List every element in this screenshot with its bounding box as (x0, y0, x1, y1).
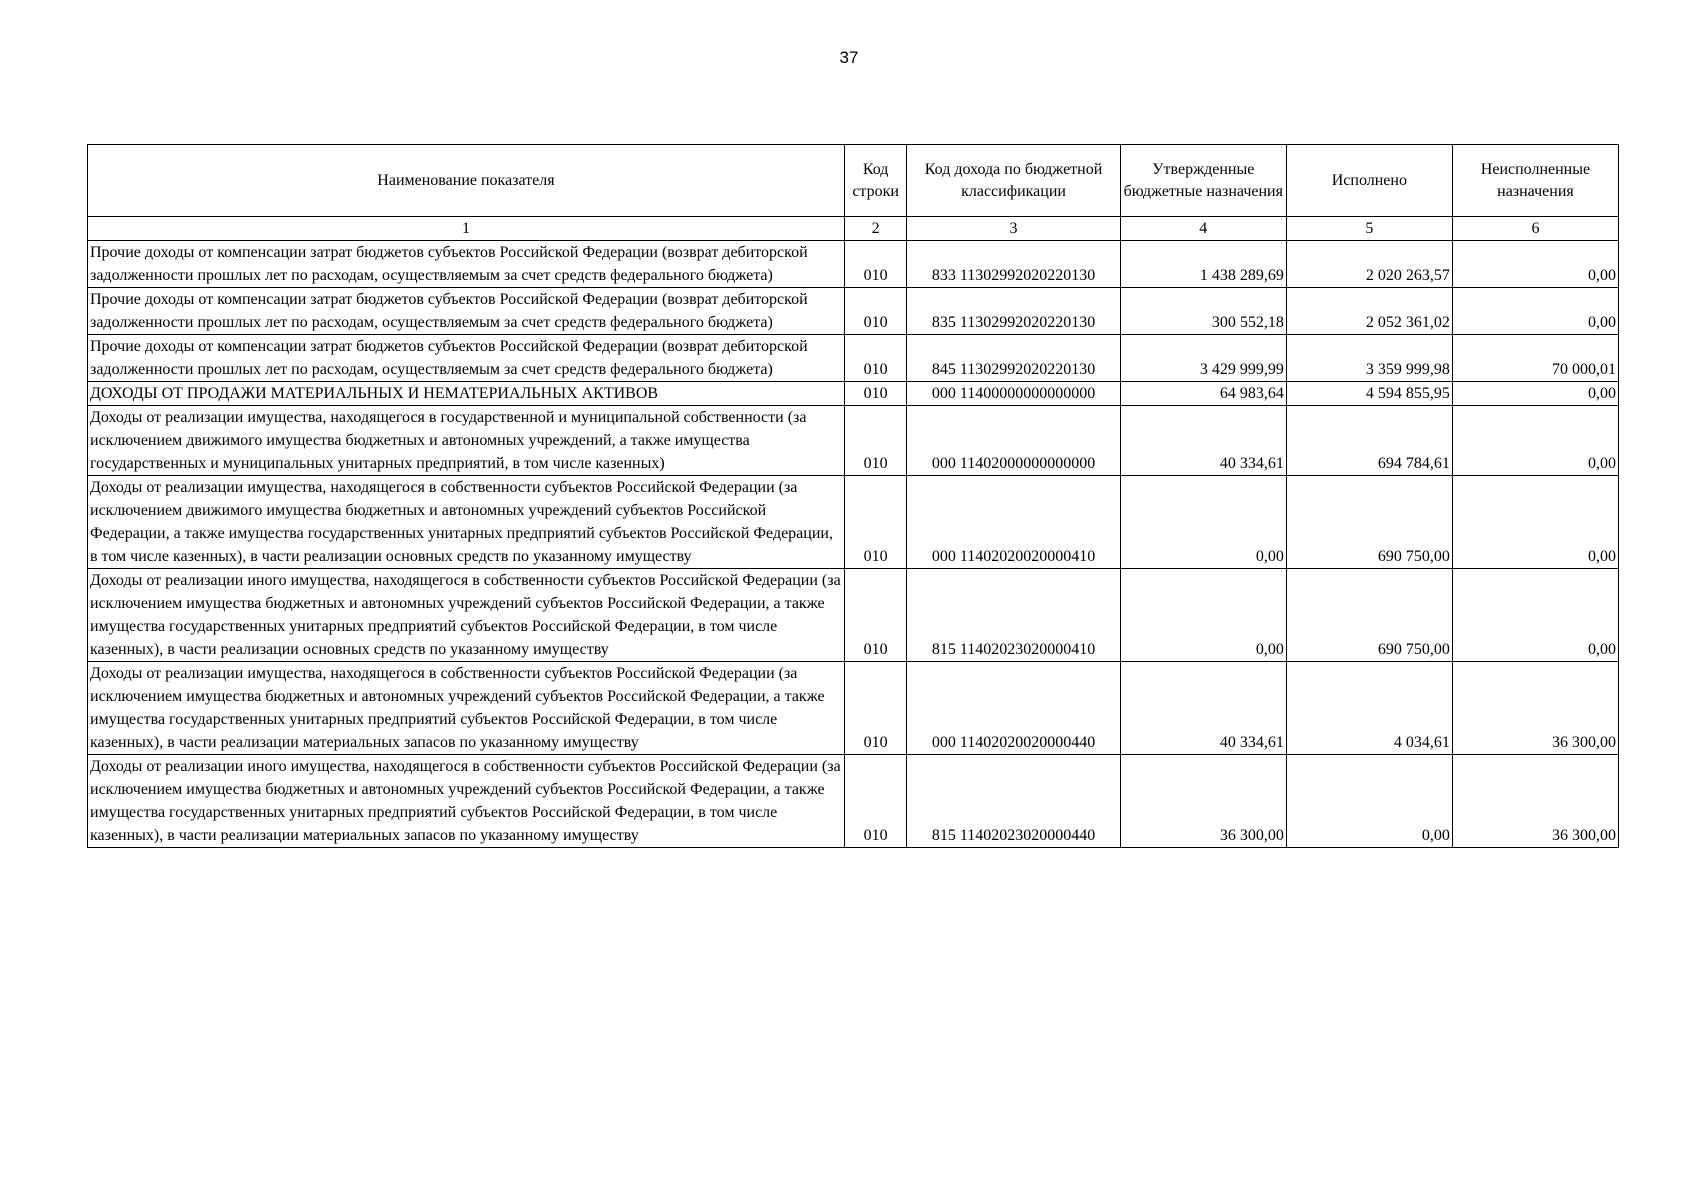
row-approved: 40 334,61 (1120, 662, 1286, 755)
table-row (88, 241, 1619, 288)
row-name: Прочие доходы от компенсации затрат бюджетов субъектов Российской Федерации (возврат дебиторской задолженности прошлых лет по расходам, осуществляемым за счет средств федерального бюджета) (88, 288, 845, 335)
row-executed: 0,00 (1286, 755, 1452, 848)
row-budget-code: 000 11402020020000440 (907, 662, 1120, 755)
row-unexecuted: 0,00 (1452, 476, 1618, 569)
row-line-code: 010 (844, 241, 906, 288)
column-number: 4 (1120, 217, 1286, 241)
column-number: 1 (88, 217, 845, 241)
column-number: 2 (844, 217, 906, 241)
table-row (88, 382, 1619, 406)
row-executed: 2 020 263,57 (1286, 241, 1452, 288)
row-approved: 64 983,64 (1120, 382, 1286, 406)
row-name: Доходы от реализации имущества, находящегося в собственности субъектов Российской Федерации (за исключением имущества бюджетных и автономных учреждений субъектов Российской Федерации, а также имущества государственных унитарных предприятий субъектов Российской Федерации, в том числе казенных), в части реализации материальных запасов по указанному имуществу (88, 662, 845, 755)
table-row (88, 406, 1619, 476)
page-number: 37 (839, 48, 859, 67)
row-executed: 690 750,00 (1286, 476, 1452, 569)
row-name: Доходы от реализации имущества, находящегося в государственной и муниципальной собственности (за исключением движимого имущества бюджетных и автономных учреждений, а также имущества государственных и муниципальных унитарных предприятий, в том числе казенных) (88, 406, 845, 476)
row-approved: 40 334,61 (1120, 406, 1286, 476)
table-row (88, 335, 1619, 382)
row-line-code: 010 (844, 288, 906, 335)
row-line-code: 010 (844, 382, 906, 406)
header-unexecuted: Неисполненные назначения (1452, 145, 1618, 217)
row-approved: 0,00 (1120, 476, 1286, 569)
row-executed: 2 052 361,02 (1286, 288, 1452, 335)
row-approved: 300 552,18 (1120, 288, 1286, 335)
row-unexecuted: 36 300,00 (1452, 662, 1618, 755)
row-name: ДОХОДЫ ОТ ПРОДАЖИ МАТЕРИАЛЬНЫХ И НЕМАТЕРИАЛЬНЫХ АКТИВОВ (88, 382, 845, 406)
row-budget-code: 000 11400000000000000 (907, 382, 1120, 406)
row-unexecuted: 0,00 (1452, 382, 1618, 406)
row-unexecuted: 0,00 (1452, 406, 1618, 476)
row-line-code: 010 (844, 335, 906, 382)
column-number: 3 (907, 217, 1120, 241)
row-unexecuted: 70 000,01 (1452, 335, 1618, 382)
row-line-code: 010 (844, 569, 906, 662)
row-name: Доходы от реализации иного имущества, находящегося в собственности субъектов Российской Федерации (за исключением имущества бюджетных и автономных учреждений субъектов Российской Федерации, а также имущества государственных унитарных предприятий субъектов Российской Федерации, в том числе казенных), в части реализации основных средств по указанному имуществу (88, 569, 845, 662)
budget-execution-table (87, 144, 1619, 848)
row-executed: 4 594 855,95 (1286, 382, 1452, 406)
row-name: Доходы от реализации имущества, находящегося в собственности субъектов Российской Федерации (за исключением движимого имущества бюджетных и автономных учреждений субъектов Российской Федерации, а также имущества государственных унитарных предприятий субъектов Российской Федерации, в том числе казенных), в части реализации основных средств по указанному имуществу (88, 476, 845, 569)
row-budget-code: 000 11402020020000410 (907, 476, 1120, 569)
row-line-code: 010 (844, 662, 906, 755)
header-line-code: Код строки (844, 145, 906, 217)
table-row (88, 569, 1619, 662)
row-approved: 36 300,00 (1120, 755, 1286, 848)
row-budget-code: 815 11402023020000410 (907, 569, 1120, 662)
row-line-code: 010 (844, 406, 906, 476)
row-name: Прочие доходы от компенсации затрат бюджетов субъектов Российской Федерации (возврат дебиторской задолженности прошлых лет по расходам, осуществляемым за счет средств федерального бюджета) (88, 335, 845, 382)
table-row (88, 755, 1619, 848)
row-name: Доходы от реализации иного имущества, находящегося в собственности субъектов Российской Федерации (за исключением имущества бюджетных и автономных учреждений субъектов Российской Федерации, а также имущества государственных унитарных предприятий субъектов Российской Федерации, в том числе казенных), в части реализации материальных запасов по указанному имуществу (88, 755, 845, 848)
column-number: 6 (1452, 217, 1618, 241)
header-executed: Исполнено (1286, 145, 1452, 217)
header-budget-code: Код дохода по бюджетной классификации (907, 145, 1120, 217)
row-executed: 694 784,61 (1286, 406, 1452, 476)
row-budget-code: 833 11302992020220130 (907, 241, 1120, 288)
table-row (88, 476, 1619, 569)
row-unexecuted: 36 300,00 (1452, 755, 1618, 848)
column-number-row (88, 217, 1619, 241)
row-executed: 4 034,61 (1286, 662, 1452, 755)
header-approved: Утвержденные бюджетные назначения (1120, 145, 1286, 217)
row-approved: 1 438 289,69 (1120, 241, 1286, 288)
row-name: Прочие доходы от компенсации затрат бюджетов субъектов Российской Федерации (возврат дебиторской задолженности прошлых лет по расходам, осуществляемым за счет средств федерального бюджета) (88, 241, 845, 288)
row-line-code: 010 (844, 476, 906, 569)
row-executed: 3 359 999,98 (1286, 335, 1452, 382)
row-budget-code: 845 11302992020220130 (907, 335, 1120, 382)
row-unexecuted: 0,00 (1452, 569, 1618, 662)
table-header-row (88, 145, 1619, 217)
column-number: 5 (1286, 217, 1452, 241)
row-unexecuted: 0,00 (1452, 241, 1618, 288)
table-row (88, 288, 1619, 335)
row-approved: 0,00 (1120, 569, 1286, 662)
header-name: Наименование показателя (88, 145, 845, 217)
row-budget-code: 835 11302992020220130 (907, 288, 1120, 335)
row-unexecuted: 0,00 (1452, 288, 1618, 335)
row-executed: 690 750,00 (1286, 569, 1452, 662)
row-budget-code: 000 11402000000000000 (907, 406, 1120, 476)
table-row (88, 662, 1619, 755)
row-budget-code: 815 11402023020000440 (907, 755, 1120, 848)
row-approved: 3 429 999,99 (1120, 335, 1286, 382)
row-line-code: 010 (844, 755, 906, 848)
